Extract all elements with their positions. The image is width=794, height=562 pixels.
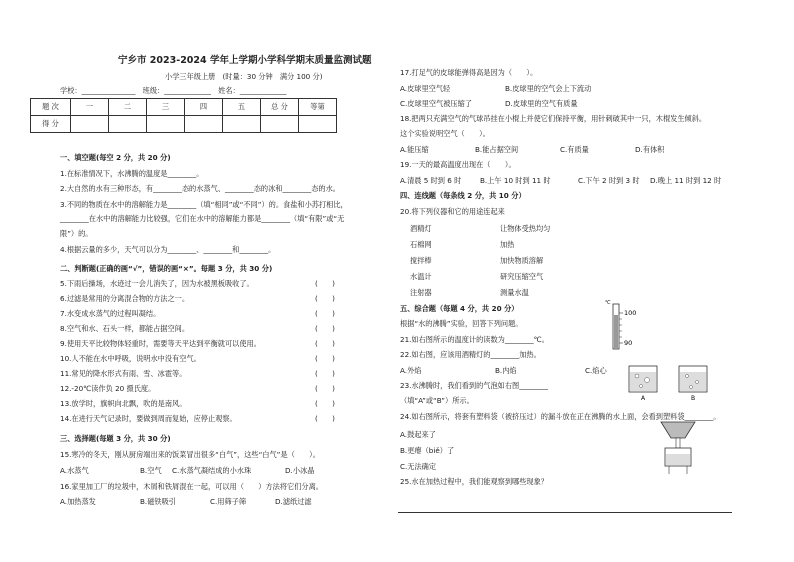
question-3-cont: ________在水中的溶解能力比较强，它们在水中的溶解能力都是________（填“有限”或“无 <box>60 214 345 223</box>
answer-paren[interactable]: ( ) <box>315 339 335 348</box>
choice-option: A.外焰 <box>400 366 422 375</box>
choice-option: A.水蒸气 <box>60 466 89 475</box>
judge-10: 10.人不能在水中呼吸，说明水中没有空气。 <box>60 354 201 363</box>
score-cell: 总 分 <box>261 99 299 116</box>
question-2: 2.大自然的水有三种形态，有________态的水蒸气、________态的冰和________态的水。 <box>60 184 340 193</box>
judge-7: 7.水变成水蒸气的过程叫凝结。 <box>60 309 161 318</box>
choice-option: C.焰心 <box>585 366 607 375</box>
question-25: 25.水在加热过程中，我们能观察到哪些现象？ <box>400 477 548 486</box>
match-right-item[interactable]: 研究压缩空气 <box>500 272 544 281</box>
answer-line[interactable] <box>398 512 732 513</box>
judge-13: 13.放学时，旗帜向北飘，吹的是南风。 <box>60 399 187 408</box>
choice-option: C.皮球里空气被压缩了 <box>400 99 472 108</box>
match-right-item[interactable]: 让物体受热均匀 <box>500 224 551 233</box>
question-21: 21.如右图所示的温度计的读数为________℃。 <box>400 335 549 344</box>
choice-option: B.能占据空间 <box>475 145 519 154</box>
score-cell: 二 <box>109 99 147 116</box>
judge-8: 8.空气和水、石头一样，都能占据空间。 <box>60 324 190 333</box>
choice-option: D.晚上 11 时到 12 时 <box>650 176 722 185</box>
score-input-cell[interactable] <box>261 116 299 133</box>
score-cell: 三 <box>147 99 185 116</box>
choice-17: 17.打足气的皮球能弹得高是因为（ ）。 <box>400 68 538 77</box>
answer-paren[interactable]: ( ) <box>315 279 335 288</box>
section-match: 四、连线题（每条线 2 分，共 10 分） <box>400 191 526 200</box>
choice-option: D.滤纸过滤 <box>275 497 312 506</box>
judge-6: 6.过滤是常用的分离混合物的方法之一。 <box>60 294 190 303</box>
judge-12: 12.-20℃读作负 20 摄氏度。 <box>60 384 156 393</box>
answer-paren[interactable]: ( ) <box>315 369 335 378</box>
answer-paren[interactable]: ( ) <box>315 414 335 423</box>
choice-option: B.空气 <box>140 466 162 475</box>
student-info: 学校：_______________ 班级：_____________ 姓名：_____________ <box>60 86 287 95</box>
choice-option: A.鼓起来了 <box>400 430 436 439</box>
question-23-cont: （填“A”或“B”）所示。 <box>400 396 474 405</box>
comprehensive-intro: 根据“水的沸腾”实验，回答下列问题。 <box>400 319 523 328</box>
answer-paren[interactable]: ( ) <box>315 384 335 393</box>
score-cell: 一 <box>71 99 109 116</box>
match-left-item[interactable]: 注射器 <box>410 288 432 297</box>
thermo-unit: ℃ <box>605 300 611 306</box>
judge-9: 9.使用天平比较物体轻重时，需要等天平达到平衡就可以使用。 <box>60 339 261 348</box>
choice-option: B.更瘪（biě）了 <box>400 446 455 455</box>
choice-option: D.皮球里的空气有质量 <box>505 99 578 108</box>
match-right-item[interactable]: 加热 <box>500 240 515 249</box>
section-comprehensive: 五、综合题（每题 4 分，共 20 分） <box>400 304 519 313</box>
thermo-90: 90 <box>624 339 633 347</box>
score-input-cell[interactable] <box>109 116 147 133</box>
question-1: 1.在标准情况下，水沸腾的温度是________。 <box>60 169 204 178</box>
score-table <box>30 98 337 133</box>
funnel-figure <box>655 418 701 476</box>
choice-option: A.清晨 5 时到 6 时 <box>400 176 462 185</box>
score-cell: 题 次 <box>31 99 71 116</box>
match-right-item[interactable]: 加快物质溶解 <box>500 256 544 265</box>
answer-paren[interactable]: ( ) <box>315 399 335 408</box>
choice-option: A.皮球里空气轻 <box>400 84 451 93</box>
thermo-100: 100 <box>624 309 637 317</box>
choice-option: D.有体积 <box>635 145 665 154</box>
choice-19: 19.一天的最高温度出现在（ ）。 <box>400 160 516 169</box>
section-fill-blank: 一、填空题(每空 2 分，共 20 分) <box>60 153 171 162</box>
choice-option: C.水蒸气凝结成的小水珠 <box>172 466 252 475</box>
choice-16: 16.家里加工厂的垃圾中，木屑和铁屑混在一起，可以用（ ）方法将它们分离。 <box>60 482 323 491</box>
match-left-item[interactable]: 石棉网 <box>410 240 432 249</box>
match-left-item[interactable]: 酒精灯 <box>410 224 432 233</box>
score-input-cell[interactable] <box>223 116 261 133</box>
question-22: 22.如右图，应该用酒精灯的________加热。 <box>400 350 541 359</box>
match-left-item[interactable]: 水温计 <box>410 272 432 281</box>
question-24: 24.如右图所示，将套有塑料袋（被挤压过）的漏斗放在正在沸腾的水上面，会看到塑料袋________。 <box>400 412 721 421</box>
score-cell: 四 <box>185 99 223 116</box>
beaker-a-label: A <box>641 395 646 402</box>
question-3-end: 限”）的。 <box>60 229 93 238</box>
choice-option: A.能压缩 <box>400 145 429 154</box>
score-table-header-row <box>31 99 337 116</box>
answer-paren[interactable]: ( ) <box>315 324 335 333</box>
question-3: 3.不同的物质在水中的溶解能力是________（填“相同”或“不同”）的。食盐和小苏打相比， <box>60 200 348 209</box>
choice-option: D.小冰晶 <box>285 466 315 475</box>
thermometer-figure <box>601 299 641 351</box>
answer-paren[interactable]: ( ) <box>315 294 335 303</box>
choice-option: C.下午 2 时到 3 时 <box>578 176 640 185</box>
choice-option: C.无法确定 <box>400 462 437 471</box>
choice-18: 18.把两只充满空气的气球吊挂在小棍上并使它们保持平衡，用针刺破其中一只，木棍发生倾斜。 <box>400 114 707 123</box>
choice-option: B.上午 10 时到 11 时 <box>480 176 551 185</box>
choice-option: A.加热蒸发 <box>60 497 96 506</box>
judge-5: 5.下雨后操场，水迹过一会儿消失了，因为水被黑板吸收了。 <box>60 279 254 288</box>
answer-paren[interactable]: ( ) <box>315 309 335 318</box>
choice-option: C.有质量 <box>560 145 589 154</box>
choice-15: 15.寒冷的冬天，刚从厨房端出来的饭菜冒出很多“白气”，这些“白气”是（ ）。 <box>60 450 320 459</box>
match-right-item[interactable]: 测量水温 <box>500 288 529 297</box>
score-cell: 得 分 <box>31 116 71 133</box>
score-cell: 等第 <box>299 99 337 116</box>
answer-paren[interactable]: ( ) <box>315 354 335 363</box>
score-input-cell[interactable] <box>299 116 337 133</box>
score-input-cell[interactable] <box>71 116 109 133</box>
question-23: 23.水沸腾时，我们看到的气泡如右图________ <box>400 381 548 390</box>
choice-option: C.用筛子筛 <box>210 497 247 506</box>
beaker-b-label: B <box>691 395 696 402</box>
score-input-cell[interactable] <box>185 116 223 133</box>
exam-title: 宁乡市 2023-2024 学年上学期小学科学期末质量监测试题 <box>118 55 372 66</box>
section-choice: 三、选择题(每题 3 分，共 30 分) <box>60 434 171 443</box>
section-judge: 二、判断题(正确的画“√”，错误的画“×”。每题 3 分，共 30 分) <box>60 264 273 273</box>
exam-subtitle: 小学三年级上册 (时量：30 分钟 满分 100 分) <box>165 72 323 81</box>
question-4: 4.根据云量的多少，天气可以分为________、________和________。 <box>60 245 276 254</box>
score-table-score-row <box>31 116 337 133</box>
match-left-item[interactable]: 搅拌棒 <box>410 256 432 265</box>
judge-14: 14.在进行天气记录时，要做到周而复始，应停止观察。 <box>60 414 237 423</box>
judge-11: 11.常见的降水形式有雨、雪、冰雹等。 <box>60 369 187 378</box>
match-instruction: 20.将下列仪器和它的用途连起来 <box>400 207 505 216</box>
score-input-cell[interactable] <box>147 116 185 133</box>
choice-option: B.磁铁吸引 <box>140 497 176 506</box>
score-cell: 五 <box>223 99 261 116</box>
choice-18-cont: 这个实验说明空气（ ）。 <box>400 129 490 138</box>
choice-option: B.皮球里的空气会上下流动 <box>505 84 592 93</box>
choice-option: B.内焰 <box>495 366 517 375</box>
beakers-figure <box>625 362 723 402</box>
